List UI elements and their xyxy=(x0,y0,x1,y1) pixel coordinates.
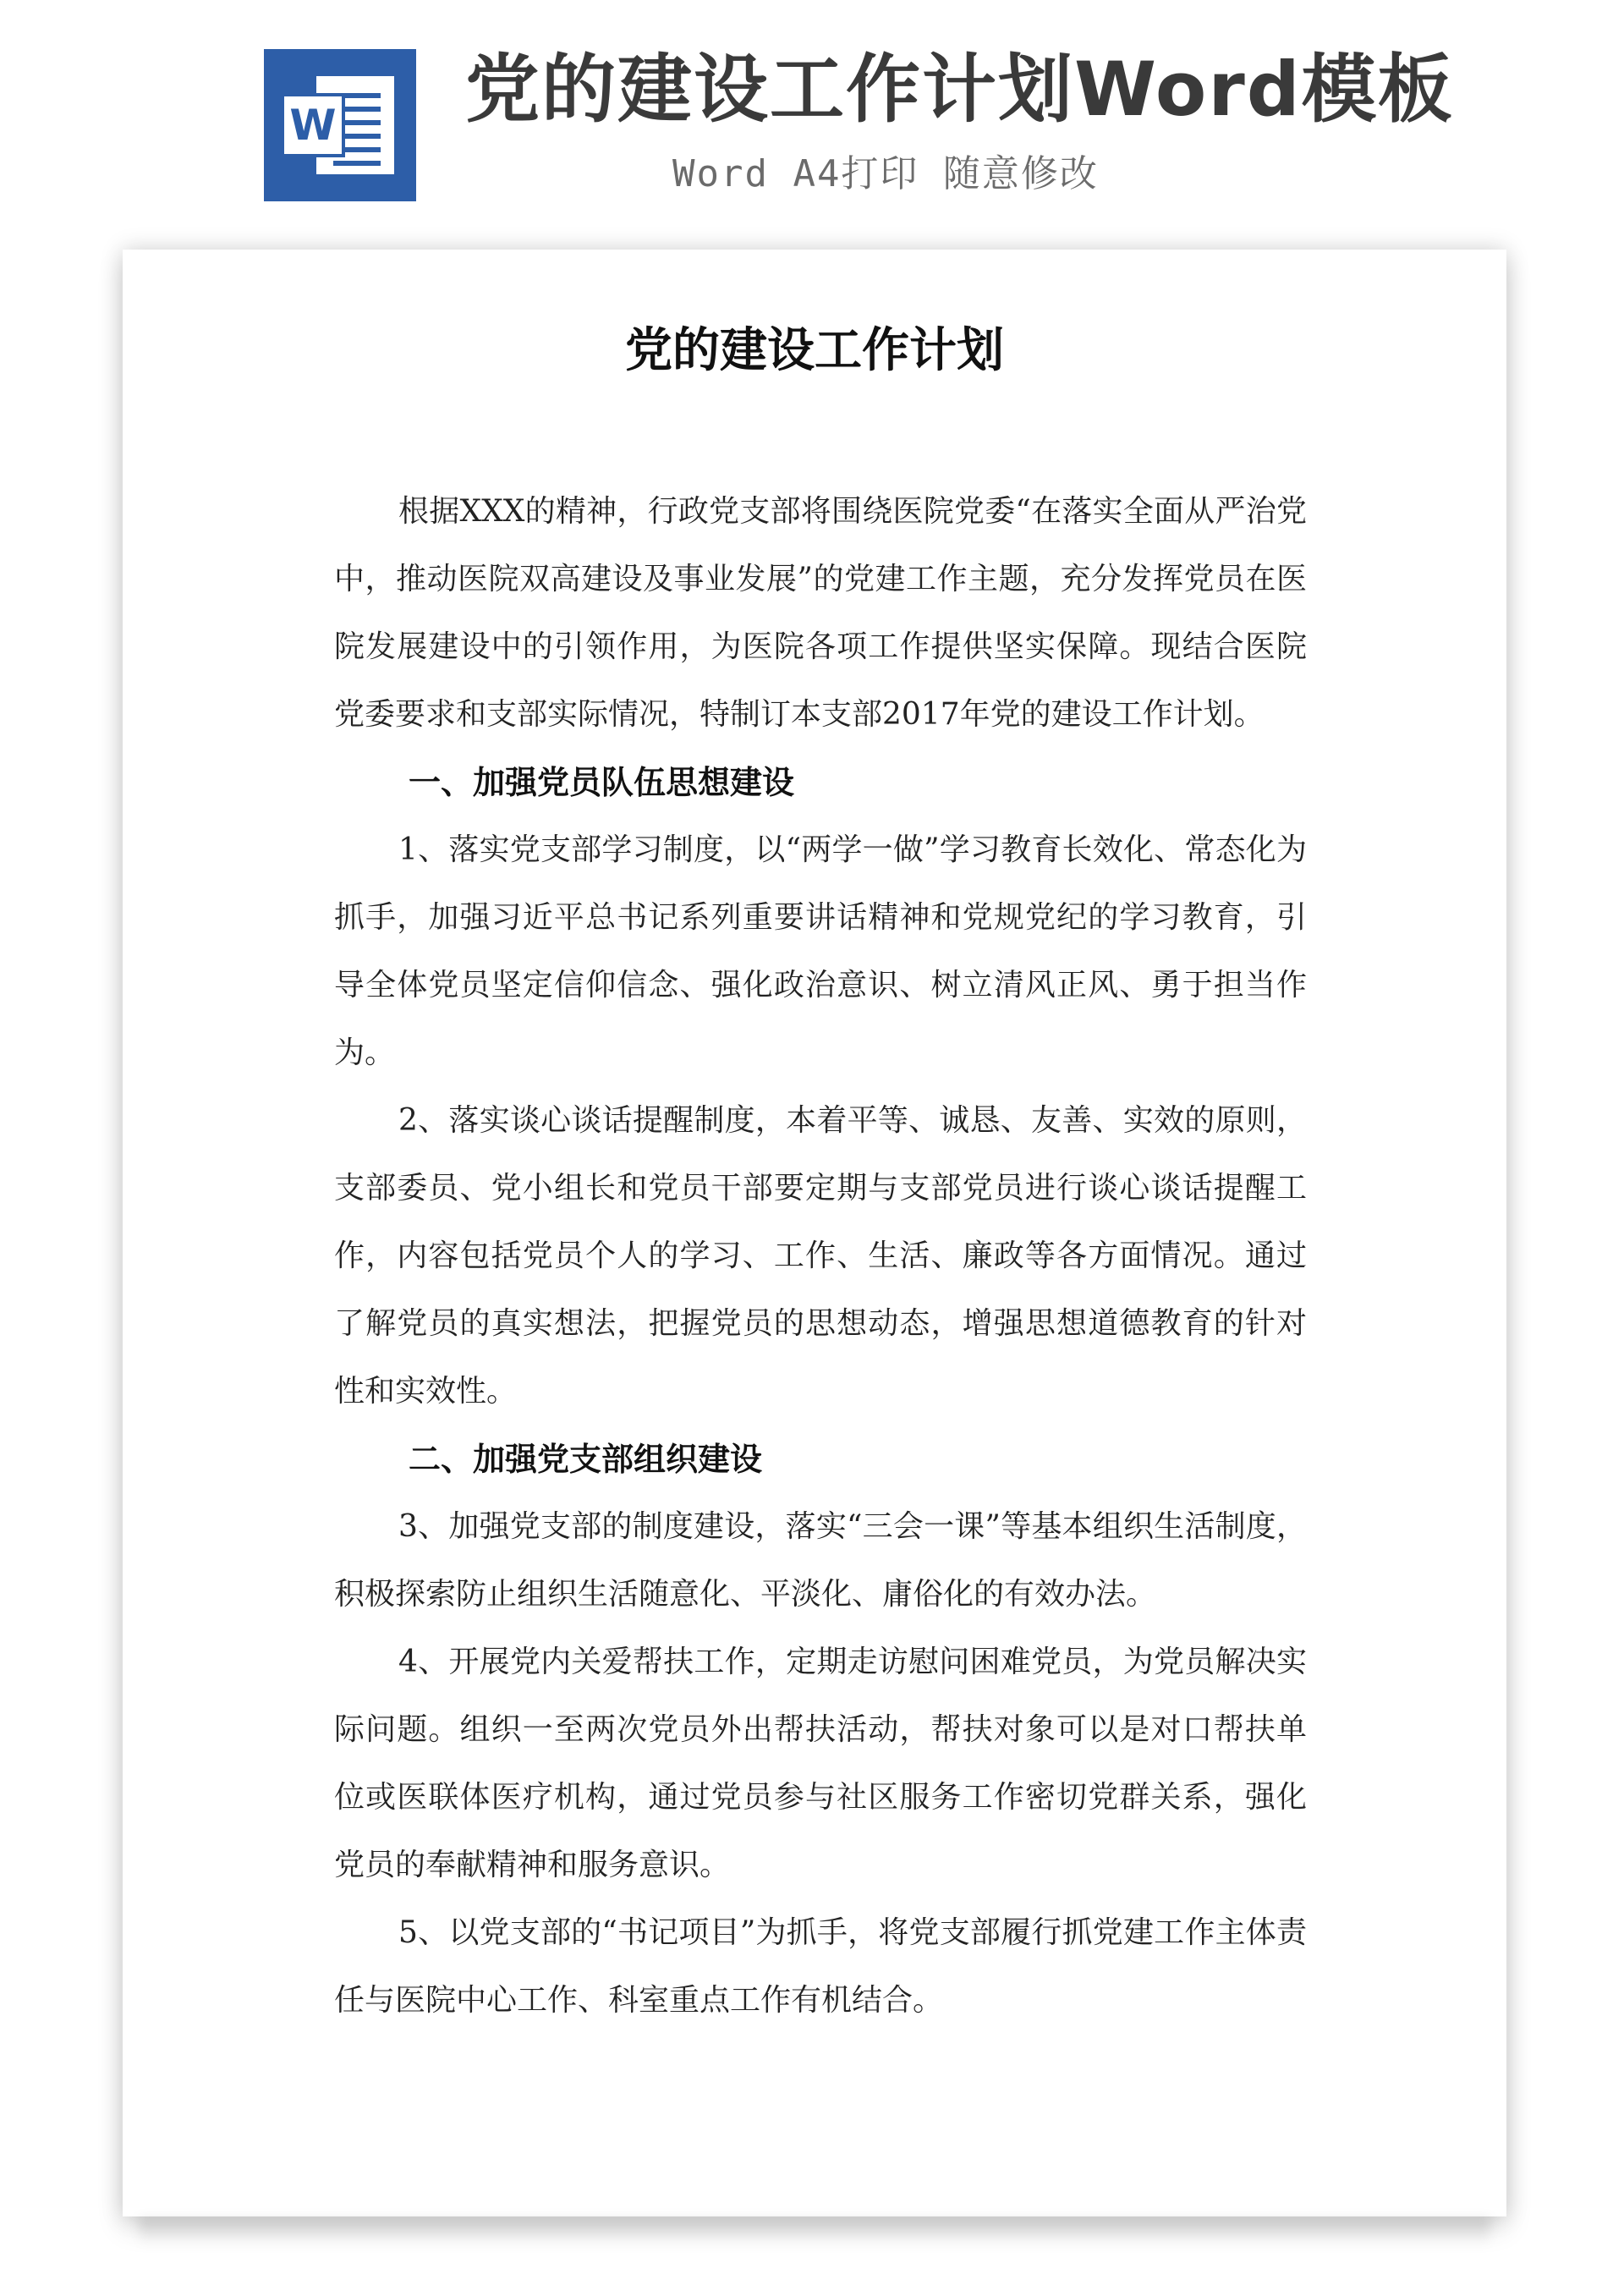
sheet-shadow xyxy=(140,2218,1490,2247)
body-paragraph: 5、以党支部的“书记项目”为抓手，将党支部履行抓党建工作主体责任与医院中心工作、科室重点工作有机结合。 xyxy=(334,1915,1307,2018)
section-heading: 二、加强党支部组织建设 xyxy=(409,1441,763,1478)
banner-title: 党的建设工作计划Word模板 xyxy=(465,46,1454,133)
section-heading: 一、加强党员队伍思想建设 xyxy=(409,764,795,801)
word-document-icon xyxy=(264,49,416,201)
body-paragraph: 1、落实党支部学习制度，以“两学一做”学习教育长效化、常态化为抓手，加强习近平总书记系列重要讲话精神和党规党纪的学习教育，引导全体党员坚定信仰信念、强化政治意识、树立清风正风、勇于担当作为。 xyxy=(334,832,1307,1070)
body-paragraph: 3、加强党支部的制度建设，落实“三会一课”等基本组织生活制度，积极探索防止组织生活随意化、平淡化、庸俗化的有效办法。 xyxy=(334,1509,1307,1612)
word-letter-badge: W xyxy=(281,93,345,157)
intro-paragraph: 根据XXX的精神，行政党支部将围绕医院党委“在落实全面从严治党中，推动医院双高建设及事业发展”的党建工作主题，充分发挥党员在医院发展建设中的引领作用，为医院各项工作提供坚实保障。现结合医院党委要求和支部实际情况，特制订本支部2017年党的建设工作计划。 xyxy=(334,494,1307,732)
text-line-shape xyxy=(333,161,381,166)
banner xyxy=(0,0,1624,220)
body-paragraph: 2、落实谈心谈话提醒制度，本着平等、诚恳、友善、实效的原则，支部委员、党小组长和党员干部要定期与支部党员进行谈心谈话提醒工作，内容包括党员个人的学习、工作、生活、廉政等各方面情况。通过了解党员的真实想法，把握党员的思想动态，增强思想道德教育的针对性和实效性。 xyxy=(334,1103,1307,1409)
body-paragraph: 4、开展党内关爱帮扶工作，定期走访慰问困难党员，为党员解决实际问题。组织一至两次党员外出帮扶活动，帮扶对象可以是对口帮扶单位或医联体医疗机构，通过党员参与社区服务工作密切党群关系，强化党员的奉献精神和服务意识。 xyxy=(334,1645,1307,1882)
document-body xyxy=(334,478,1307,2035)
banner-subtitle: Word A4打印 随意修改 xyxy=(672,152,1099,195)
document-title: 党的建设工作计划 xyxy=(625,323,1004,378)
document-sheet xyxy=(123,250,1506,2216)
